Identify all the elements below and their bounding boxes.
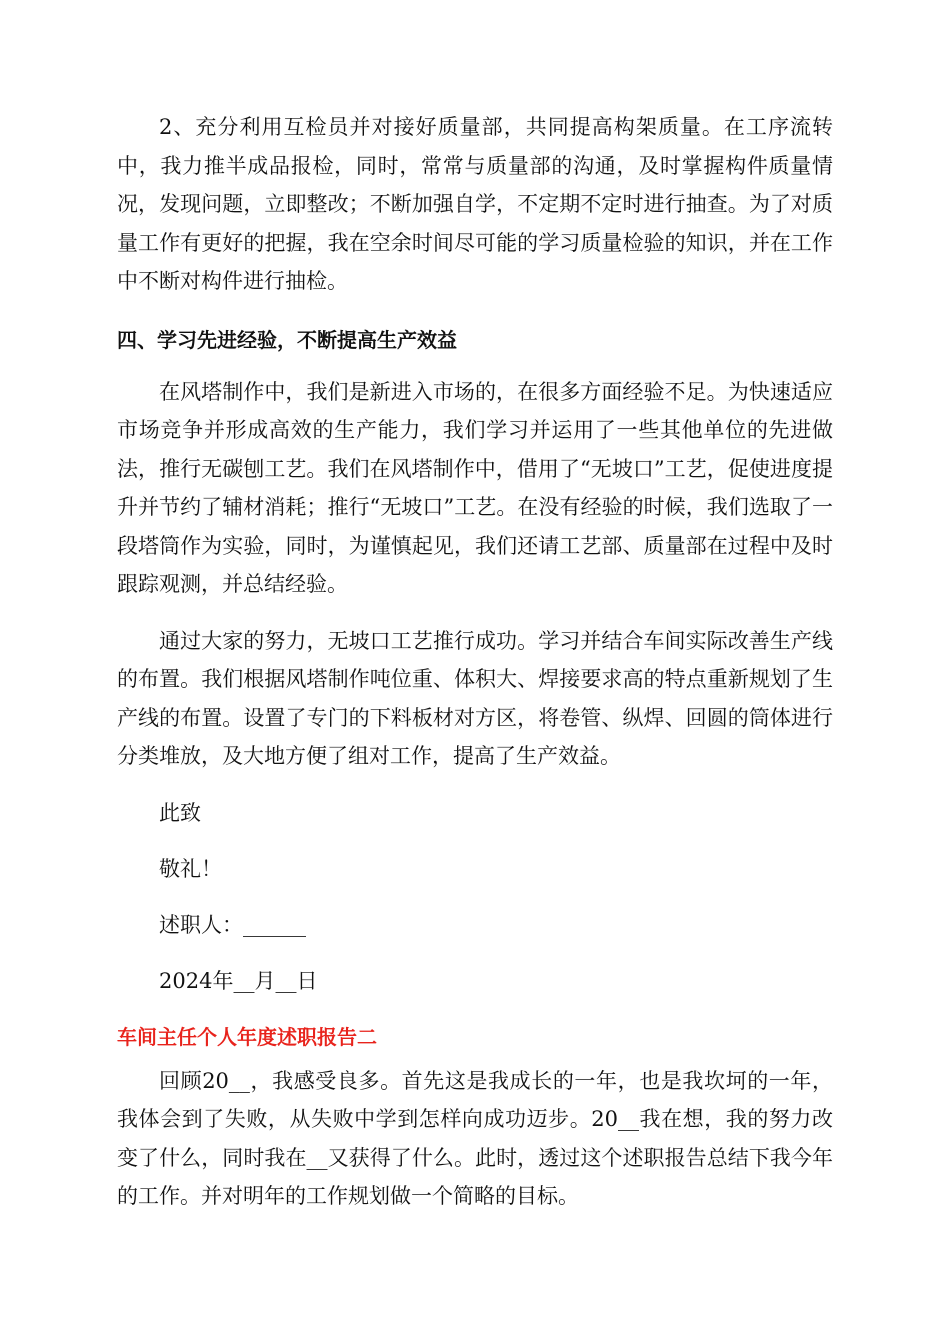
signature-line: 述职人：______ xyxy=(159,912,306,937)
paragraph-production-line: 通过大家的努力，无坡口工艺推行成功。学习并结合车间实际改善生产线的布置。我们根据风塔制作吨位重、体积大、焊接要求高的特点重新规划了生产线的布置。设置了专门的下料板材对方区，将卷管、纵焊、回圆的筒体进行分类堆放，及大地方便了组对工作，提高了生产效益。 xyxy=(117,628,833,768)
date-line: 2024年__月__日 xyxy=(159,968,318,993)
closing-salutation: 此致 xyxy=(159,800,201,825)
paragraph-review: 回顾20__，我感受良多。首先这是我成长的一年，也是我坎坷的一年，我体会到了失败，从失败中学到怎样向成功迈步。20__我在想，我的努力改变了什么，同时我在__又获得了什么。此时，透过这个述职报告总结下我今年的工作。并对明年的工作规划做一个简略的目标。 xyxy=(117,1068,833,1208)
paragraph-quality: 2、充分利用互检员并对接好质量部，共同提高构架质量。在工序流转中，我力推半成品报检，同时，常常与质量部的沟通，及时掌握构件质量情况，发现问题，立即整改；不断加强自学，不定期不定时进行抽查。为了对质量工作有更好的把握，我在空余时间尽可能的学习质量检验的知识，并在工作中不断对构件进行抽检。 xyxy=(117,115,833,293)
closing-regards: 敬礼！ xyxy=(159,856,222,881)
paragraph-experience: 在风塔制作中，我们是新进入市场的，在很多方面经验不足。为快速适应市场竞争并形成高效的生产能力，我们学习并运用了一些其他单位的先进做法，推行无碳刨工艺。我们在风塔制作中，借用了“无坡口”工艺，促使进度提升并节约了辅材消耗；推行“无坡口”工艺。在没有经验的时候，我们选取了一段塔筒作为实验，同时，为谨慎起见，我们还请工艺部、质量部在过程中及时跟踪观测，并总结经验。 xyxy=(117,379,833,596)
document-page xyxy=(117,108,833,1216)
heading-section-four: 四、学习先进经验，不断提高生产效益 xyxy=(117,327,457,352)
section-two-title: 车间主任个人年度述职报告二 xyxy=(117,1024,377,1049)
